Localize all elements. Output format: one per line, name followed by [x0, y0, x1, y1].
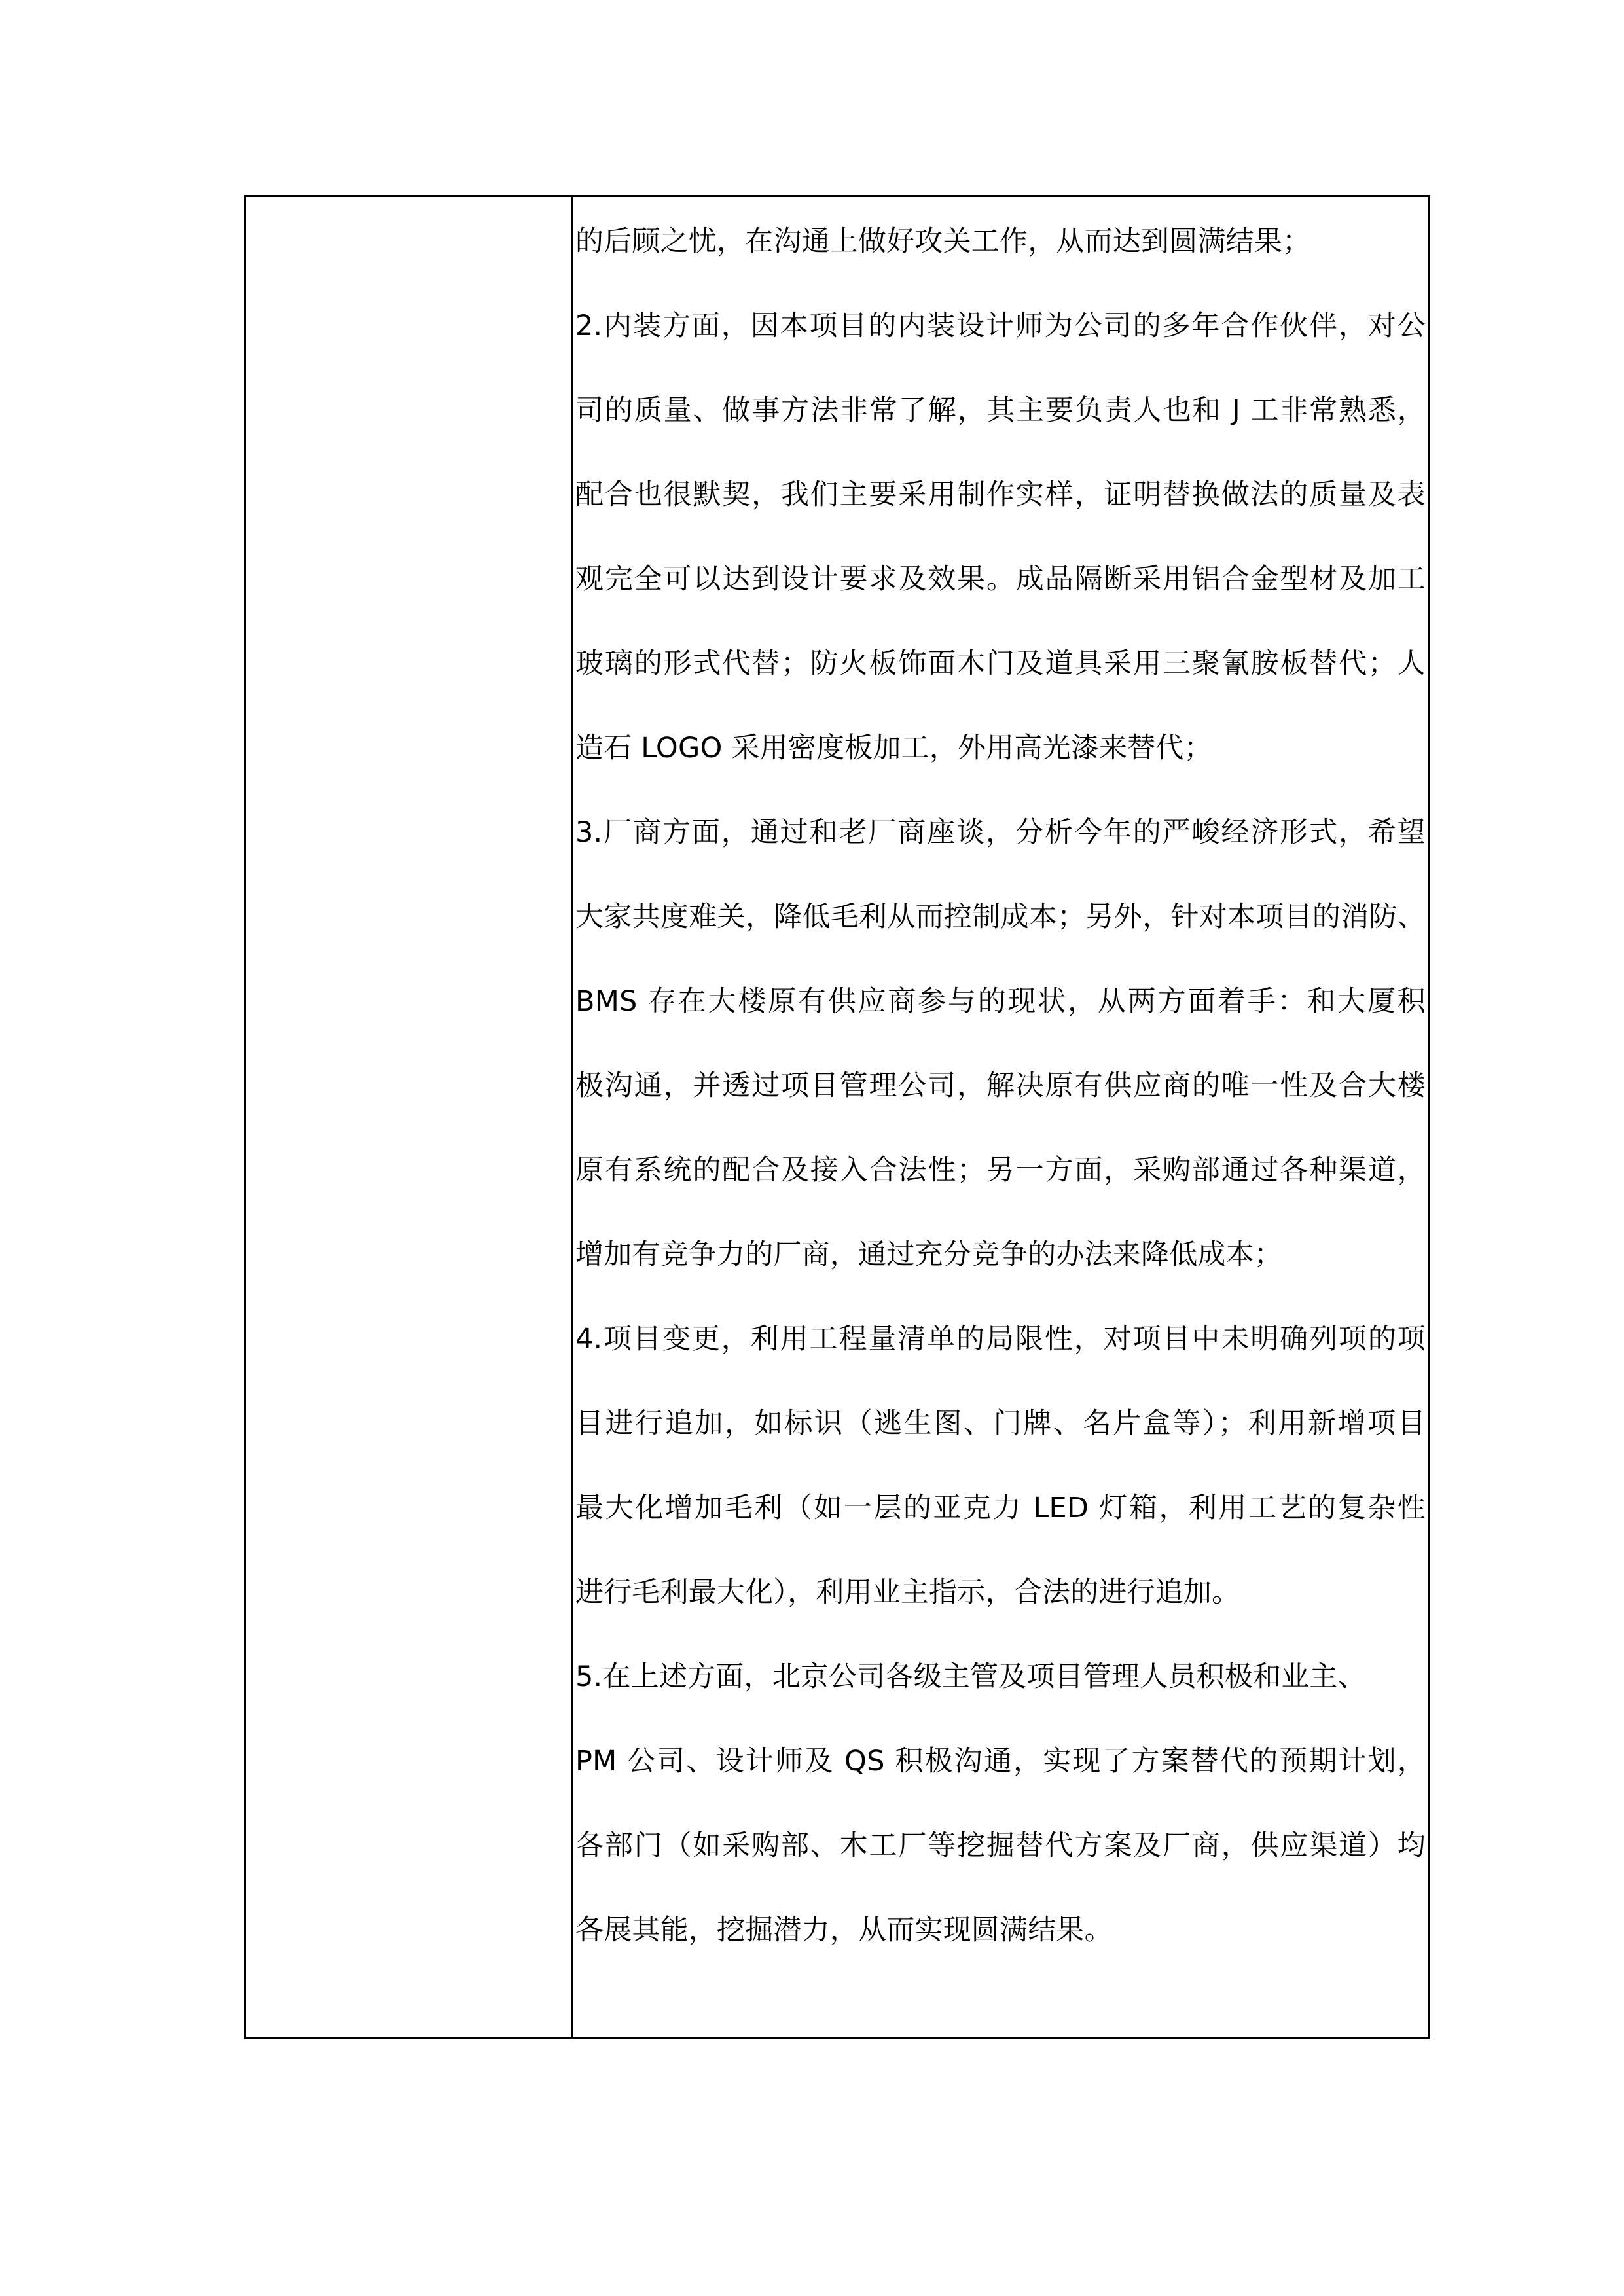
text-line: 5.在上述方面，北京公司各级主管及项目管理人员积极和业主、 — [575, 1660, 1366, 1693]
text-line: 进行毛利最大化），利用业主指示，合法的进行追加。 — [575, 1576, 1240, 1609]
text-line: 原有系统的配合及接入合法性；另一方面，采购部通过各种渠道， — [575, 1154, 1426, 1187]
text-line: BMS 存在大楼原有供应商参与的现状，从两方面着手：和大厦积 — [575, 985, 1426, 1018]
text-line: PM 公司、设计师及 QS 积极沟通，实现了方案替代的预期计划， — [575, 1745, 1426, 1778]
text-line: 目进行追加，如标识（逃生图、门牌、名片盒等）；利用新增项目 — [575, 1407, 1426, 1440]
text-line: 各部门（如采购部、木工厂等挖掘替代方案及厂商，供应渠道）均 — [575, 1829, 1426, 1862]
text-line: 的后顾之忧，在沟通上做好攻关工作，从而达到圆满结果； — [575, 225, 1311, 258]
document-table — [244, 195, 1430, 2039]
text-line: 配合也很默契，我们主要采用制作实样，证明替换做法的质量及表 — [575, 478, 1426, 511]
text-line: 玻璃的形式代替；防火板饰面木门及道具采用三聚氰胺板替代；人 — [575, 647, 1426, 680]
text-line: 造石 LOGO 采用密度板加工，外用高光漆来替代； — [575, 732, 1212, 764]
text-line: 最大化增加毛利（如一层的亚克力 LED 灯箱，利用工艺的复杂性 — [575, 1492, 1426, 1524]
text-line: 增加有竞争力的厂商，通过充分竞争的办法来降低成本； — [575, 1238, 1282, 1271]
text-line: 2.内装方面，因本项目的内装设计师为公司的多年合作伙伴，对公 — [575, 310, 1426, 342]
table-left-cell — [246, 197, 573, 2037]
text-line: 各展其能，挖掘潜力，从而实现圆满结果。 — [575, 1914, 1113, 1946]
text-line: 大家共度难关，降低毛利从而控制成本；另外，针对本项目的消防、 — [575, 901, 1426, 933]
table-right-cell — [573, 197, 1428, 2037]
text-line: 4.项目变更，利用工程量清单的局限性，对项目中未明确列项的项 — [575, 1323, 1426, 1355]
text-line: 极沟通，并透过项目管理公司，解决原有供应商的唯一性及合大楼 — [575, 1069, 1426, 1102]
text-line: 3.厂商方面，通过和老厂商座谈，分析今年的严峻经济形式，希望 — [575, 816, 1426, 849]
text-line: 观完全可以达到设计要求及效果。成品隔断采用铝合金型材及加工 — [575, 563, 1426, 596]
text-line: 司的质量、做事方法非常了解，其主要负责人也和 J 工非常熟悉， — [575, 394, 1426, 427]
